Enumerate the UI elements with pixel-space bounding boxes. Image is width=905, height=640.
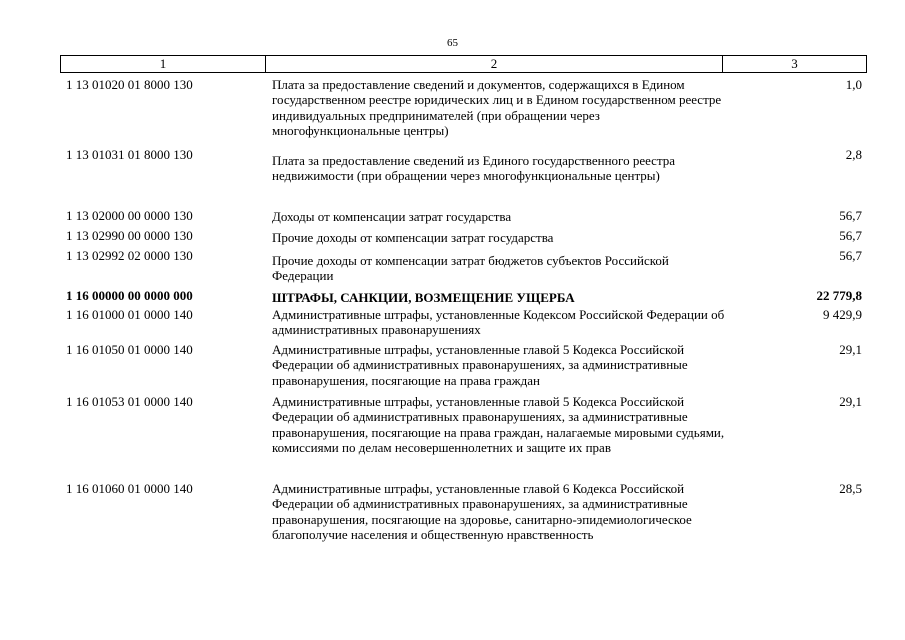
column-header-3: 3 (791, 56, 798, 71)
row-code: 1 16 00000 00 0000 000 (66, 288, 193, 303)
row-code: 1 13 01031 01 8000 130 (66, 147, 193, 162)
row-code: 1 16 01053 01 0000 140 (66, 394, 193, 409)
row-code: 1 13 01020 01 8000 130 (66, 77, 193, 92)
row-code: 1 16 01000 01 0000 140 (66, 307, 193, 322)
row-code: 1 13 02000 00 0000 130 (66, 208, 193, 223)
row-amount: 29,1 (839, 394, 862, 409)
column-header-2: 2 (266, 56, 723, 72)
table-header (60, 55, 867, 73)
row-code: 1 16 01060 01 0000 140 (66, 481, 193, 496)
row-amount: 9 429,9 (823, 307, 862, 322)
row-name: ШТРАФЫ, САНКЦИИ, ВОЗМЕЩЕНИЕ УЩЕРБА (272, 290, 575, 305)
row-amount: 29,1 (839, 342, 862, 357)
row-name: Прочие доходы от компенсации затрат государства (272, 230, 554, 245)
page-number: 65 (447, 37, 458, 49)
row-amount: 56,7 (839, 228, 862, 243)
row-amount: 2,8 (845, 147, 862, 162)
row-amount: 56,7 (839, 248, 862, 263)
row-name: Прочие доходы от компенсации затрат бюджетов субъектов Российской Федерации (272, 253, 669, 284)
row-name: Плата за предоставление сведений и документов, содержащихся в Едином государственном реестре юридических лиц и в Едином государственном реестре индивидуальных предпринимателей (при обращении через многофункциональные центры) (272, 77, 722, 139)
row-name: Плата за предоставление сведений из Единого государственного реестра недвижимости (при обращении через многофункциональные центры) (272, 153, 676, 184)
row-name: Доходы от компенсации затрат государства (272, 209, 512, 224)
row-name: Административные штрафы, установленные главой 5 Кодекса Российской Федерации об административных правонарушениях, за административные правонарушения, посягающие на права граждан (272, 342, 688, 388)
row-amount: 1,0 (845, 77, 862, 92)
row-code: 1 13 02990 00 0000 130 (66, 228, 193, 243)
row-name: Административные штрафы, установленные главой 5 Кодекса Российской Федерации об административных правонарушениях, за административные правонарушения, посягающие на права граждан, налагаемые мировыми судьями, комиссиями по делам несовершеннолетних и защите их прав (272, 394, 725, 456)
row-name: Административные штрафы, установленные главой 6 Кодекса Российской Федерации об административных правонарушениях, за административные правонарушения, посягающие на здоровье, санитарно-эпидемиологическое благополучие населения и общественную нравственность (272, 481, 692, 543)
row-name: Административные штрафы, установленные Кодексом Российской Федерации об административных правонарушениях (272, 307, 725, 338)
row-amount: 56,7 (839, 208, 862, 223)
column-header-1: 1 (61, 56, 266, 72)
row-code: 1 13 02992 02 0000 130 (66, 248, 193, 263)
row-amount: 22 779,8 (816, 288, 862, 303)
row-amount: 28,5 (839, 481, 862, 496)
row-code: 1 16 01050 01 0000 140 (66, 342, 193, 357)
